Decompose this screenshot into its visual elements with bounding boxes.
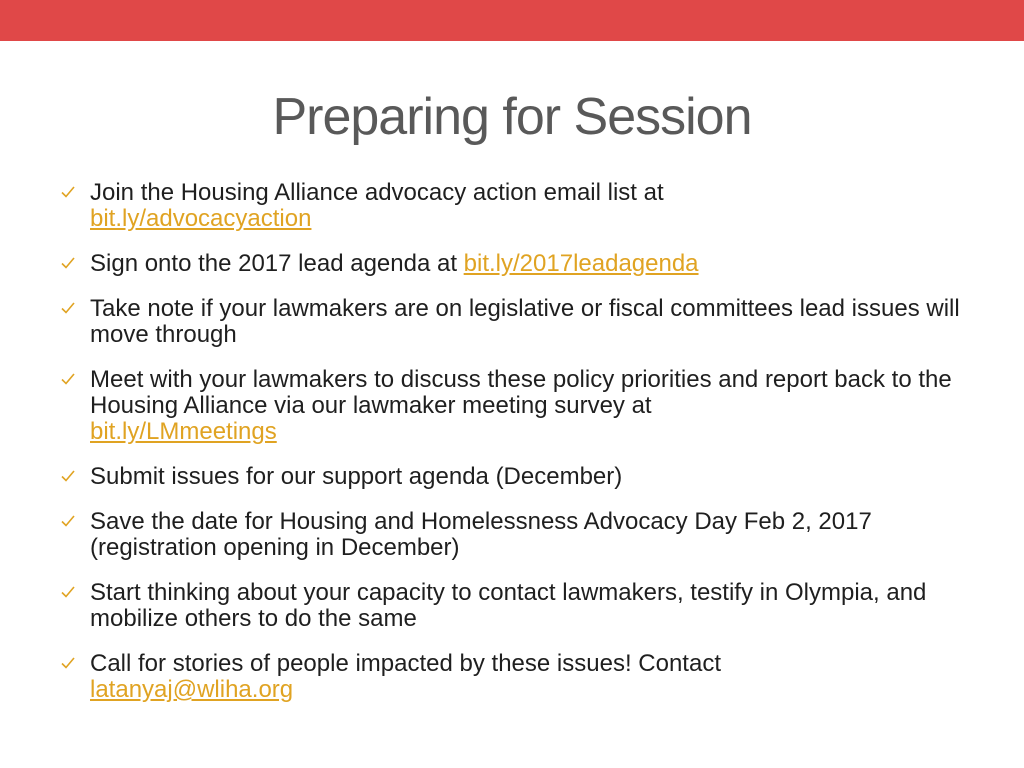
- bullet-item: [60, 464, 960, 490]
- bullet-item: [60, 251, 960, 277]
- bullet-text: Sign onto the 2017 lead agenda at: [90, 250, 464, 277]
- lawmaker-meetings-link[interactable]: bit.ly/LMmeetings: [90, 418, 277, 445]
- checkmark-icon: [60, 371, 76, 387]
- checkmark-icon: [60, 584, 76, 600]
- bullet-text: Start thinking about your capacity to contact lawmakers, testify in Olympia, and mobilize others to do the same: [90, 579, 927, 632]
- checkmark-icon: [60, 513, 76, 529]
- bullet-item: [60, 296, 960, 348]
- bullet-text: Meet with your lawmakers to discuss these policy priorities and report back to the Housing Alliance via our lawmaker meeting survey at: [90, 366, 952, 419]
- advocacy-action-link[interactable]: bit.ly/advocacyaction: [90, 205, 312, 232]
- bullet-item: [60, 651, 960, 703]
- checkmark-icon: [60, 468, 76, 484]
- bullet-item: [60, 580, 960, 632]
- checkmark-icon: [60, 655, 76, 671]
- bullet-text: Save the date for Housing and Homelessness Advocacy Day Feb 2, 2017 (registration opening in December): [90, 508, 872, 561]
- checkmark-icon: [60, 184, 76, 200]
- bullet-text: Take note if your lawmakers are on legislative or fiscal committees lead issues will move through: [90, 295, 960, 348]
- bullet-item: [60, 180, 960, 232]
- header-accent-bar: [0, 0, 1024, 41]
- bullet-text: Call for stories of people impacted by these issues! Contact: [90, 650, 721, 677]
- bullet-item: [60, 367, 960, 445]
- lead-agenda-link[interactable]: bit.ly/2017leadagenda: [463, 250, 699, 277]
- checkmark-icon: [60, 300, 76, 316]
- bullet-text: Submit issues for our support agenda (December): [90, 463, 623, 490]
- bullet-list: [60, 180, 960, 722]
- checkmark-icon: [60, 255, 76, 271]
- slide-title: Preparing for Session: [272, 88, 752, 146]
- bullet-text: Join the Housing Alliance advocacy action email list at: [90, 179, 664, 206]
- contact-email-link[interactable]: latanyaj@wliha.org: [90, 676, 294, 703]
- bullet-item: [60, 509, 960, 561]
